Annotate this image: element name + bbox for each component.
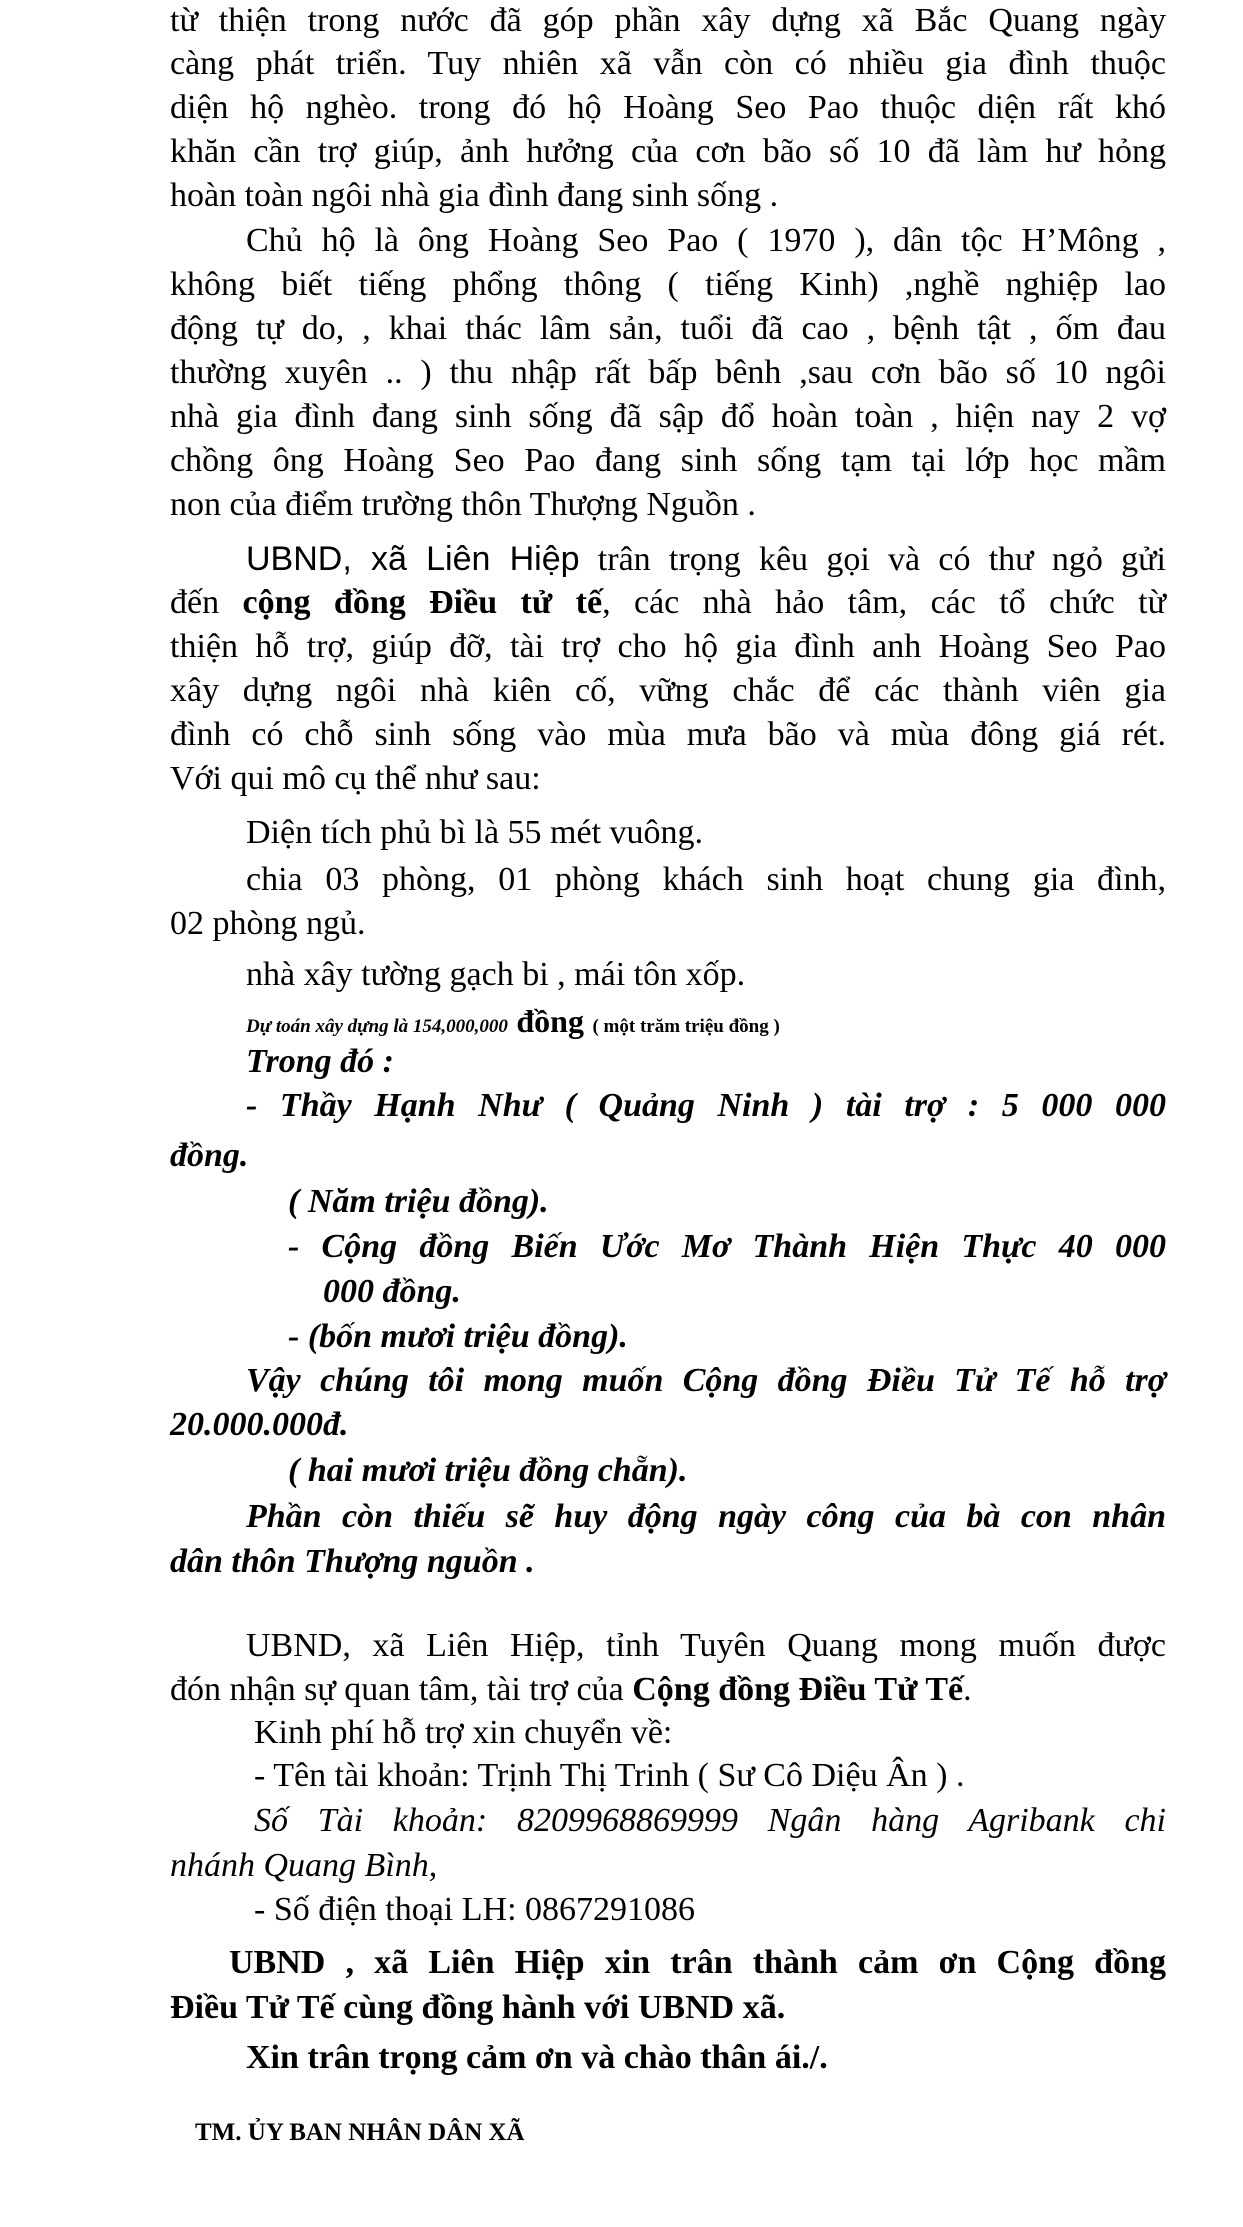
donor-line: 000 đồng. (323, 1273, 461, 1310)
text-span: , các nhà hảo tâm, các tổ chức từ (602, 584, 1166, 621)
donor-line: - Thầy Hạnh Như ( Quảng Ninh ) tài trợ : 5 000 000 (246, 1087, 1166, 1124)
text-line: hoàn toàn ngôi nhà gia đình đang sinh sống . (170, 177, 779, 214)
community-name: cộng đồng Điều tử tế (242, 584, 603, 621)
estimate-unit: đồng (516, 1003, 584, 1039)
text-span: UBND, xã (246, 540, 427, 578)
spec-area: Diện tích phủ bì là 55 mét vuông. (246, 814, 704, 851)
signature-title: TM. ỦY BAN NHÂN DÂN XÃ (195, 2119, 525, 2146)
text-line: khăn cần trợ giúp, ảnh hưởng của cơn bão số 10 đã làm hư hỏng (170, 133, 1166, 170)
account-bank: nhánh Quang Bình, (170, 1847, 438, 1884)
closing-line: Xin trân trọng cảm ơn và chào thân ái./. (246, 2039, 828, 2076)
text-line: Chủ hộ là ông Hoàng Seo Pao ( 1970 ), dân tộc H’Mông , (246, 222, 1166, 259)
spec-rooms: chia 03 phòng, 01 phòng khách sinh hoạt chung gia đình, (246, 861, 1166, 898)
thanks-line: UBND , xã Liên Hiệp xin trân thành cảm ơn Cộng đồng (229, 1944, 1166, 1981)
remain-line: Phần còn thiếu sẽ huy động ngày công của bà con nhân (246, 1498, 1166, 1535)
donor-amount-words: ( Năm triệu đồng). (288, 1183, 549, 1220)
text-line: đình có chỗ sinh sống vào mùa mưa bão và mùa đông giá rét. (170, 716, 1166, 753)
commune-name: Liên Hiệp (426, 540, 580, 578)
text-line: non của điểm trường thôn Thượng Nguồn . (170, 486, 756, 523)
spec-walls: nhà xây tường gạch bi , mái tôn xốp. (246, 956, 746, 993)
request-amount-words: ( hai mươi triệu đồng chẵn). (288, 1452, 688, 1489)
text-line: thiện hỗ trợ, giúp đỡ, tài trợ cho hộ gia đình anh Hoàng Seo Pao (170, 628, 1166, 665)
text-line: thường xuyên .. ) thu nhập rất bấp bênh ,sau cơn bão số 10 ngôi (170, 354, 1166, 391)
text-line: diện hộ nghèo. trong đó hộ Hoàng Seo Pao thuộc diện rất khó (170, 89, 1166, 126)
text-line: Với qui mô cụ thể như sau: (170, 760, 541, 797)
text-span: đến (170, 584, 243, 621)
transfer-intro: Kinh phí hỗ trợ xin chuyển về: (254, 1714, 673, 1751)
text-span: đón nhận sự quan tâm, tài trợ của (170, 1671, 633, 1708)
thanks-line: Điều Tử Tế cùng đồng hành với UBND xã. (170, 1989, 786, 2026)
request-amount: 20.000.000đ. (170, 1406, 349, 1443)
account-number: Số Tài khoản: 8209968869999 Ngân hàng Agribank chi (254, 1802, 1166, 1839)
text-line: không biết tiếng phổng thông ( tiếng Kinh) ,nghề nghiệp lao (170, 266, 1166, 303)
estimate-prefix: Dự toán xây dựng là 154,000,000 (246, 1016, 508, 1037)
text-line: từ thiện trong nước đã góp phần xây dựng xã Bắc Quang ngày (170, 2, 1166, 39)
donor-amount-words: - (bốn mươi triệu đồng). (288, 1318, 628, 1355)
text-line (170, 1669, 972, 1711)
remain-line: dân thôn Thượng nguồn . (170, 1543, 535, 1580)
request-line: Vậy chúng tôi mong muốn Cộng đồng Điều Tử Tế hỗ trợ (246, 1362, 1166, 1399)
estimate-words: ( một trăm triệu đồng ) (592, 1016, 780, 1037)
breakdown-title: Trong đó : (246, 1043, 394, 1080)
account-name: - Tên tài khoản: Trịnh Thị Trinh ( Sư Cô Diệu Ân ) . (254, 1757, 965, 1794)
donor-line: - Cộng đồng Biến Ước Mơ Thành Hiện Thực 40 000 (288, 1228, 1166, 1265)
text-span: trân trọng kêu gọi và có thư ngỏ gửi (579, 541, 1166, 578)
text-line (170, 582, 1166, 624)
community-name: Cộng đồng Điều Tử Tế (632, 1671, 964, 1708)
phone-number: - Số điện thoại LH: 0867291086 (254, 1891, 696, 1928)
text-line: càng phát triển. Tuy nhiên xã vẫn còn có nhiều gia đình thuộc (170, 45, 1166, 82)
text-line (246, 538, 1166, 581)
text-line: UBND, xã Liên Hiệp, tỉnh Tuyên Quang mong muốn được (246, 1627, 1166, 1664)
text-span: . (963, 1671, 972, 1708)
text-line: chồng ông Hoàng Seo Pao đang sinh sống tạm tại lớp học mầm (170, 442, 1166, 479)
text-line: nhà gia đình đang sinh sống đã sập đổ hoàn toàn , hiện nay 2 vợ (170, 398, 1166, 435)
spec-rooms-cont: 02 phòng ngủ. (170, 905, 366, 942)
text-line: xây dựng ngôi nhà kiên cố, vững chắc để các thành viên gia (170, 672, 1166, 709)
donor-line: đồng. (170, 1137, 249, 1174)
text-line: động tự do, , khai thác lâm sản, tuổi đã cao , bệnh tật , ốm đau (170, 310, 1166, 347)
